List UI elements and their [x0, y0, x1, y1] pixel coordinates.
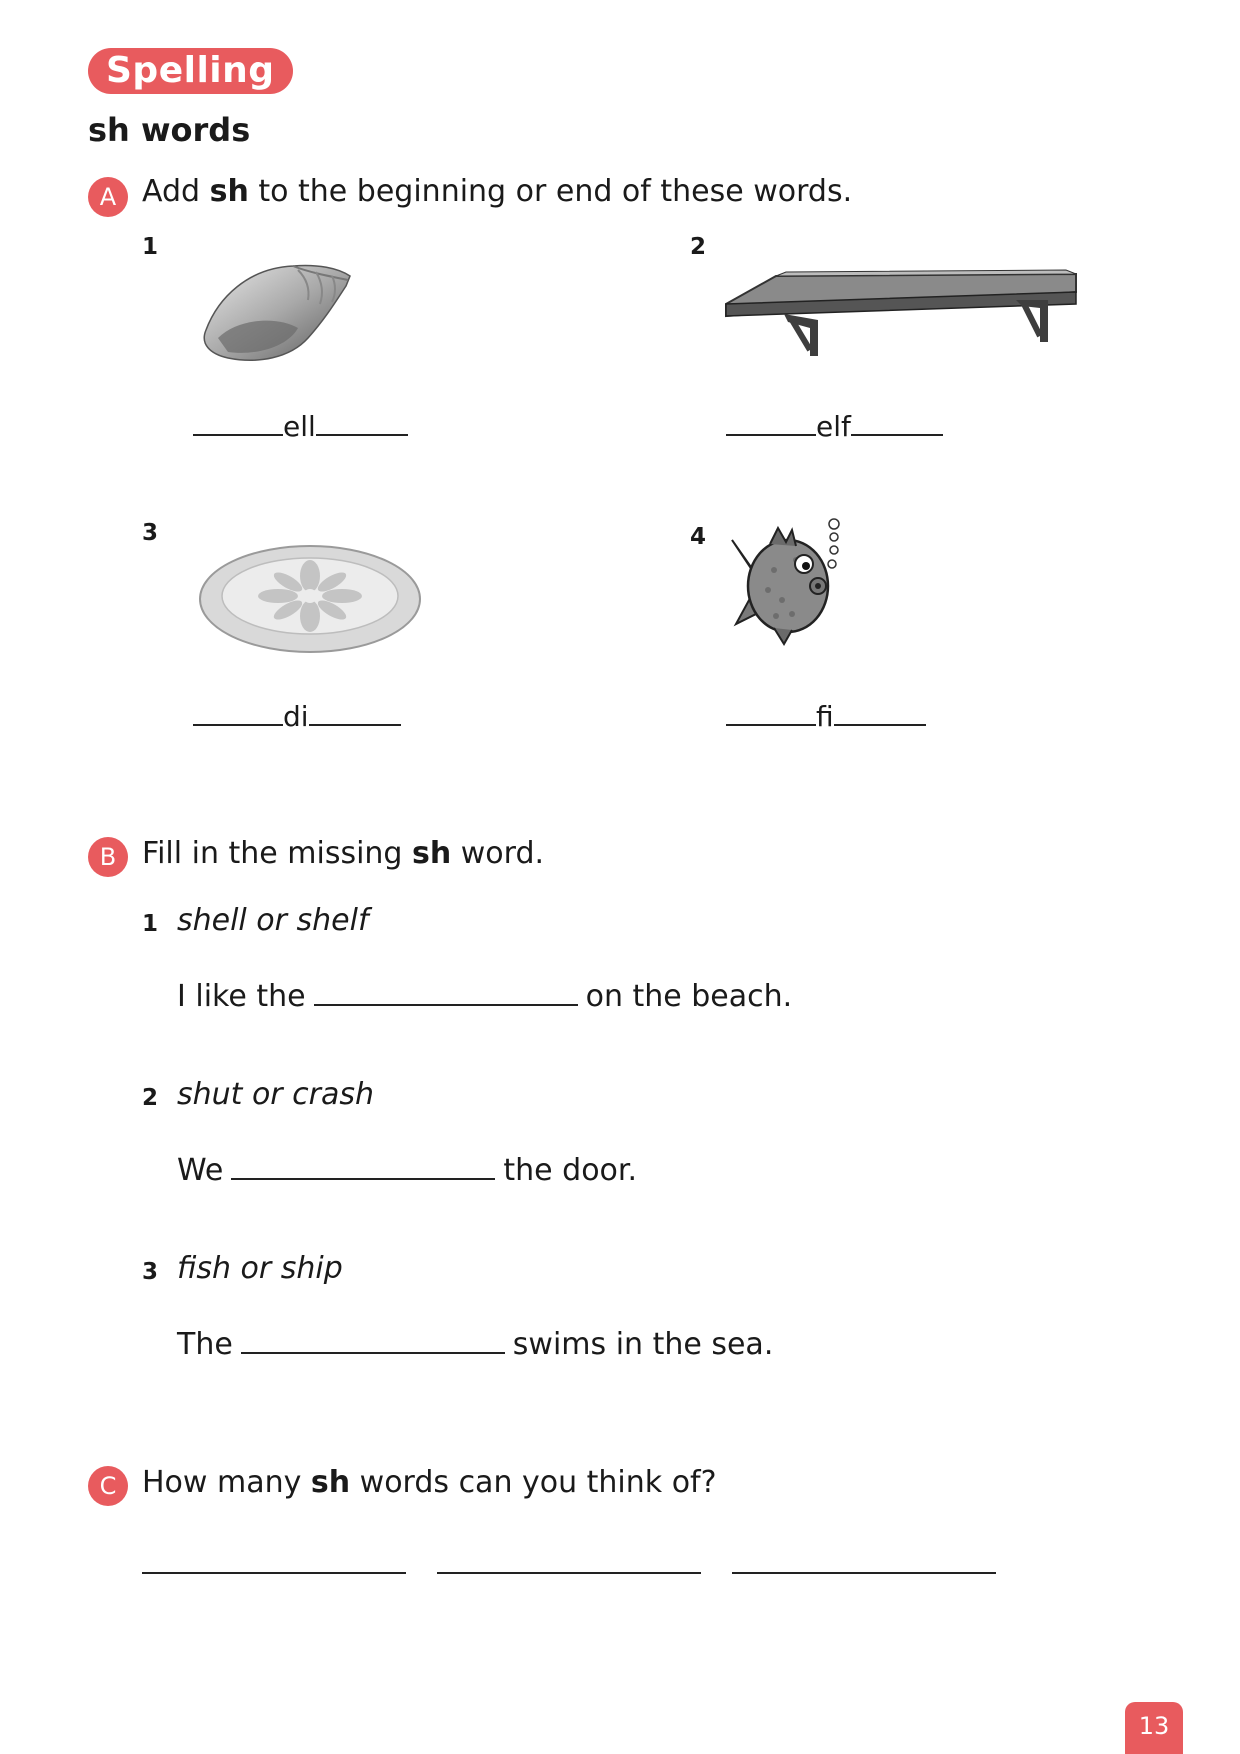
word-blank-3[interactable]: di	[193, 696, 401, 734]
write-line-1[interactable]	[142, 1572, 406, 1574]
item-number: 4	[690, 524, 707, 550]
shell-picture	[198, 258, 358, 366]
word-blank-2[interactable]: elf	[726, 406, 943, 444]
word-blank-1[interactable]: ell	[193, 406, 408, 444]
section-a-badge: A	[88, 177, 128, 217]
word-choice: shut or crash	[177, 1077, 375, 1112]
item-number: 3	[142, 520, 159, 546]
write-line-3[interactable]	[732, 1572, 996, 1574]
sentence-2: We the door.	[177, 1148, 637, 1191]
word-blank-4[interactable]: fi	[726, 696, 926, 734]
item-number: 1	[142, 234, 159, 260]
answer-blank-3[interactable]	[241, 1322, 505, 1354]
section-b-instruction: Fill in the missing sh word.	[142, 836, 545, 871]
sentence-3: The swims in the sea.	[177, 1322, 773, 1365]
page-number: 13	[1125, 1702, 1183, 1754]
answer-blank-1[interactable]	[314, 974, 578, 1006]
shelf-picture	[726, 270, 1076, 360]
item-number: 2	[690, 234, 707, 260]
page-title: sh words	[88, 111, 251, 149]
section-c-instruction: How many sh words can you think of?	[142, 1465, 717, 1500]
sentence-1: I like the on the beach.	[177, 974, 792, 1017]
item-number: 3	[142, 1259, 159, 1285]
write-line-2[interactable]	[437, 1572, 701, 1574]
section-b-badge: B	[88, 837, 128, 877]
item-number: 2	[142, 1085, 159, 1111]
section-a-instruction: Add sh to the beginning or end of these words.	[142, 174, 853, 209]
word-choice: shell or shelf	[177, 903, 369, 938]
dish-picture	[198, 544, 422, 654]
fish-picture	[726, 520, 846, 654]
item-number: 1	[142, 911, 159, 937]
section-c-badge: C	[88, 1466, 128, 1506]
section-tag: Spelling	[88, 48, 293, 94]
answer-blank-2[interactable]	[231, 1148, 495, 1180]
word-choice: fish or ship	[177, 1251, 343, 1286]
